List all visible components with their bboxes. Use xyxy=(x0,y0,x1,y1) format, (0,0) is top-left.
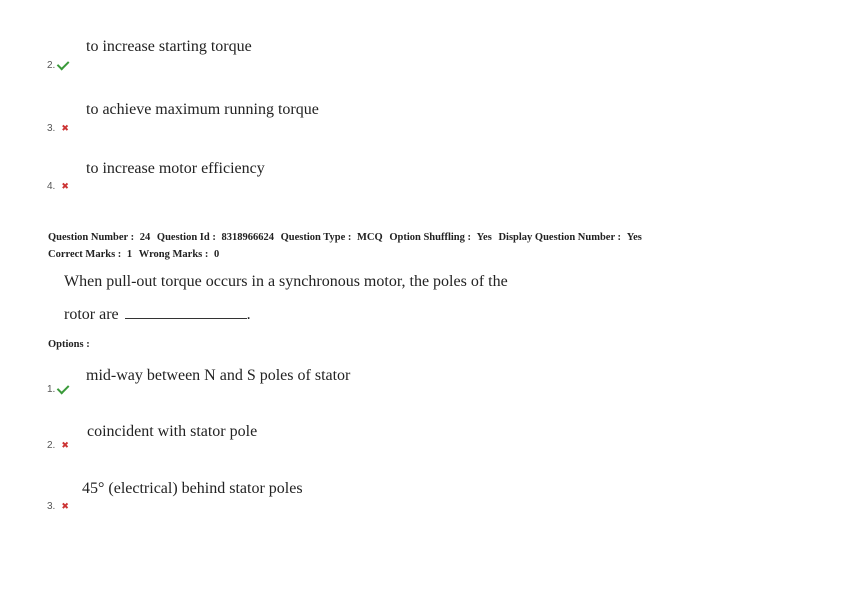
prev-option-2-text: to increase starting torque xyxy=(86,38,252,55)
meta-label: Question Id : xyxy=(156,232,216,243)
option-3-number xyxy=(47,501,69,512)
prev-option-3-number xyxy=(47,123,69,134)
meta-value: 1 xyxy=(126,249,133,260)
question-text-rotor: rotor are xyxy=(64,306,119,323)
option-number: 2. xyxy=(47,60,56,71)
option-2-number xyxy=(47,440,69,451)
meta-label: Display Question Number : xyxy=(498,232,622,243)
question-text-end: . xyxy=(246,306,251,323)
option-number: 3. xyxy=(47,501,56,512)
meta-label: Correct Marks : xyxy=(48,249,122,260)
meta-value: MCQ xyxy=(357,232,383,243)
meta-value: 8318966624 xyxy=(221,232,274,243)
cross-icon: ✖ xyxy=(61,440,69,450)
check-icon xyxy=(57,382,70,395)
meta-value: Yes xyxy=(476,232,492,243)
meta-label: Question Number : xyxy=(48,232,135,243)
prev-option-3-text: to achieve maximum running torque xyxy=(86,101,319,118)
prev-option-4-text: to increase motor efficiency xyxy=(86,160,265,177)
meta-label: Wrong Marks : xyxy=(138,249,209,260)
option-number: 4. xyxy=(47,181,56,192)
meta-value: 24 xyxy=(139,232,151,243)
cross-icon: ✖ xyxy=(61,123,69,133)
option-number: 2. xyxy=(47,440,56,451)
option-1-number xyxy=(47,384,70,395)
option-1-text: mid-way between N and S poles of stator xyxy=(86,367,351,384)
meta-label: Question Type : xyxy=(280,232,352,243)
question-meta-line-2 xyxy=(48,249,219,260)
option-2-text: coincident with stator pole xyxy=(87,423,258,440)
meta-value: Yes xyxy=(626,232,642,243)
option-3-text: 45° (electrical) behind stator poles xyxy=(82,480,303,497)
prev-option-2-number xyxy=(47,60,70,71)
options-label: Options : xyxy=(48,339,90,350)
meta-label: Option Shuffling : xyxy=(389,232,472,243)
cross-icon: ✖ xyxy=(61,501,69,511)
option-number: 3. xyxy=(47,123,56,134)
question-text-line-2 xyxy=(64,306,251,324)
meta-value: 0 xyxy=(214,249,220,260)
option-number: 1. xyxy=(47,384,56,395)
cross-icon: ✖ xyxy=(61,181,69,191)
answer-blank xyxy=(125,306,247,319)
prev-option-4-number xyxy=(47,181,69,192)
question-meta-line-1 xyxy=(48,232,642,243)
question-text-line-1: When pull-out torque occurs in a synchronous motor, the poles of the xyxy=(64,273,508,290)
check-icon xyxy=(57,58,70,71)
